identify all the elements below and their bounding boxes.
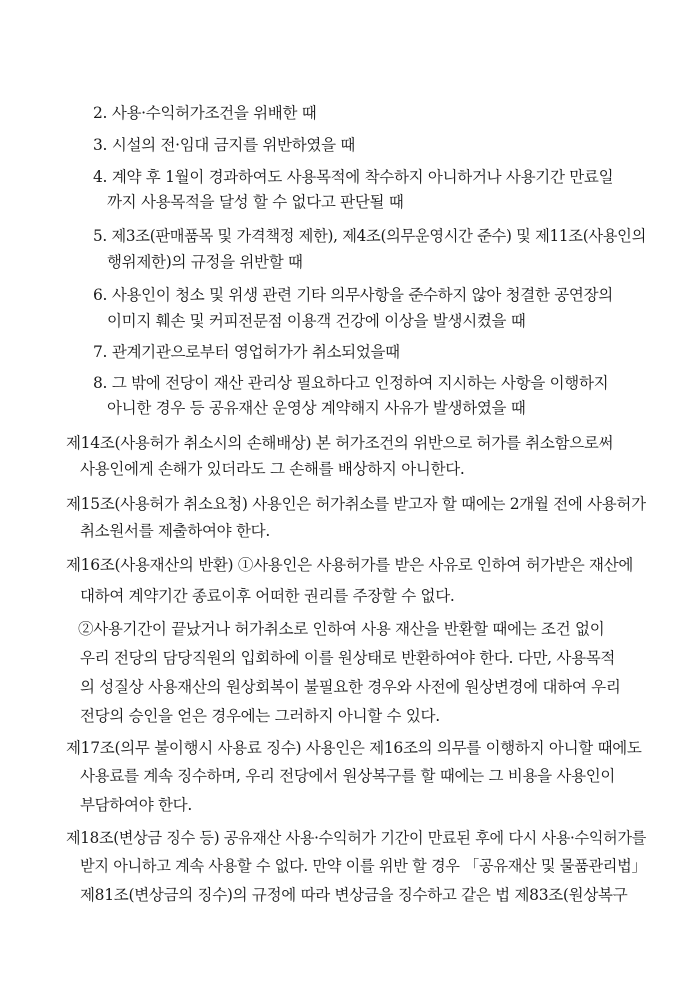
article-17-line-3: 부담하여야 한다.	[80, 796, 192, 814]
item-6-line-2: 이미지 훼손 및 커피전문점 이용객 건강에 이상을 발생시켰을 때	[107, 312, 526, 330]
article-17-line-2: 사용료를 계속 징수하며, 우리 전당에서 원상복구를 할 때에는 그 비용을 사용인이	[80, 767, 616, 785]
item-5-line-2: 행위제한)의 규정을 위반할 때	[107, 253, 303, 271]
article-16-para2-line-3: 의 성질상 사용재산의 원상회복이 불필요한 경우와 사전에 원상변경에 대하여 우리	[80, 678, 621, 696]
article-15-line-2: 취소원서를 제출하여야 한다.	[80, 522, 270, 540]
article-16-line-2: 대하여 계약기간 종료이후 어떠한 권리를 주장할 수 없다.	[80, 587, 455, 605]
item-8-line-1: 8. 그 밖에 전당이 재산 관리상 필요하다고 인정하여 지시하는 사항을 이행하지	[93, 374, 609, 392]
article-18-line-3: 제81조(변상금의 징수)의 규정에 따라 변상금을 징수하고 같은 법 제83조(원상복구	[80, 886, 628, 904]
item-6-line-1: 6. 사용인이 청소 및 위생 관련 기타 의무사항을 준수하지 않아 청결한 공연장의	[93, 286, 613, 304]
item-5-line-1: 5. 제3조(판매품목 및 가격책정 제한), 제4조(의무운영시간 준수) 및 제11조(사용인의	[93, 227, 646, 245]
article-17-line-1: 제17조(의무 불이행시 사용료 징수) 사용인은 제16조의 의무를 이행하지 아니할 때에도	[66, 739, 642, 757]
item-8-line-2: 아니한 경우 등 공유재산 운영상 계약해지 사유가 발생하였을 때	[107, 399, 526, 417]
item-7-line: 7. 관계기관으로부터 영업허가가 취소되었을때	[93, 343, 400, 361]
article-18-line-1: 제18조(변상금 징수 등) 공유재산 사용·수익허가 기간이 만료된 후에 다시 사용·수익허가를	[66, 829, 647, 847]
article-18-line-2: 받지 아니하고 계속 사용할 수 없다. 만약 이를 위반 할 경우 「공유재산 및 물품관리법」	[80, 857, 647, 875]
article-16-line-1: 제16조(사용재산의 반환) ①사용인은 사용허가를 받은 사유로 인하여 허가받은 재산에	[66, 556, 634, 574]
article-14-line-2: 사용인에게 손해가 있더라도 그 손해를 배상하지 아니한다.	[80, 460, 465, 478]
item-3-line: 3. 시설의 전·임대 금지를 위반하였을 때	[93, 136, 356, 154]
item-4-line-1: 4. 계약 후 1월이 경과하여도 사용목적에 착수하지 아니하거나 사용기간 만료일	[93, 168, 614, 186]
article-16-para2-line-1: ②사용기간이 끝났거나 허가취소로 인하여 사용 재산을 반환할 때에는 조건 없이	[78, 620, 605, 638]
item-4-line-2: 까지 사용목적을 달성 할 수 없다고 판단될 때	[107, 193, 404, 211]
article-14-line-1: 제14조(사용허가 취소시의 손해배상) 본 허가조건의 위반으로 허가를 취소함으로써	[66, 434, 614, 452]
article-16-para2-line-2: 우리 전당의 담당직원의 입회하에 이를 원상태로 반환하여야 한다. 다만, 사용목적	[80, 649, 616, 667]
article-15-line-1: 제15조(사용허가 취소요청) 사용인은 허가취소를 받고자 할 때에는 2개월 전에 사용허가	[66, 495, 646, 513]
article-16-para2-line-4: 전당의 승인을 얻은 경우에는 그러하지 아니할 수 있다.	[80, 707, 440, 725]
item-2-line: 2. 사용·수익허가조건을 위배한 때	[93, 104, 317, 122]
